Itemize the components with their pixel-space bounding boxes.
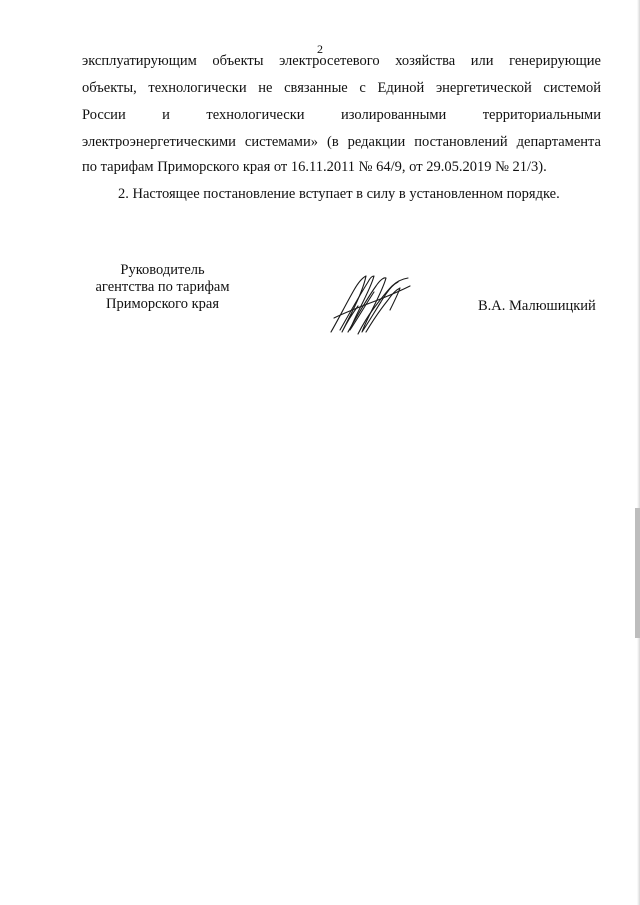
paragraph-2: 2. Настоящее постановление вступает в силу в установленном порядке. [118, 186, 560, 202]
page-number: 2 [317, 42, 323, 56]
scan-edge-mark [635, 508, 640, 638]
paragraph-1-line-5: по тарифам Приморского края от 16.11.2011 № 64/9, от 29.05.2019 № 21/3). [82, 159, 547, 175]
signatory-title-line-1: Руководитель [120, 262, 205, 278]
paragraph-1-line-1: эксплуатирующим объекты электросетевого хозяйства или генерирующие [82, 53, 601, 69]
paragraph-1-line-2: объекты, технологически не связанные с Единой энергетической системой [82, 80, 601, 96]
signer-name: В.А. Малюшицкий [478, 298, 596, 314]
signatory-title-line-2: агентства по тарифам [95, 279, 230, 295]
paragraph-1-line-4: электроэнергетическими системами» (в редакции постановлений департамента [82, 134, 601, 150]
signatory-title-line-3: Приморского края [105, 296, 219, 312]
handwritten-signature-icon [328, 274, 414, 336]
paragraph-1-line-3: России и технологически изолированными территориальными [82, 107, 601, 123]
signatory-title [70, 262, 255, 313]
